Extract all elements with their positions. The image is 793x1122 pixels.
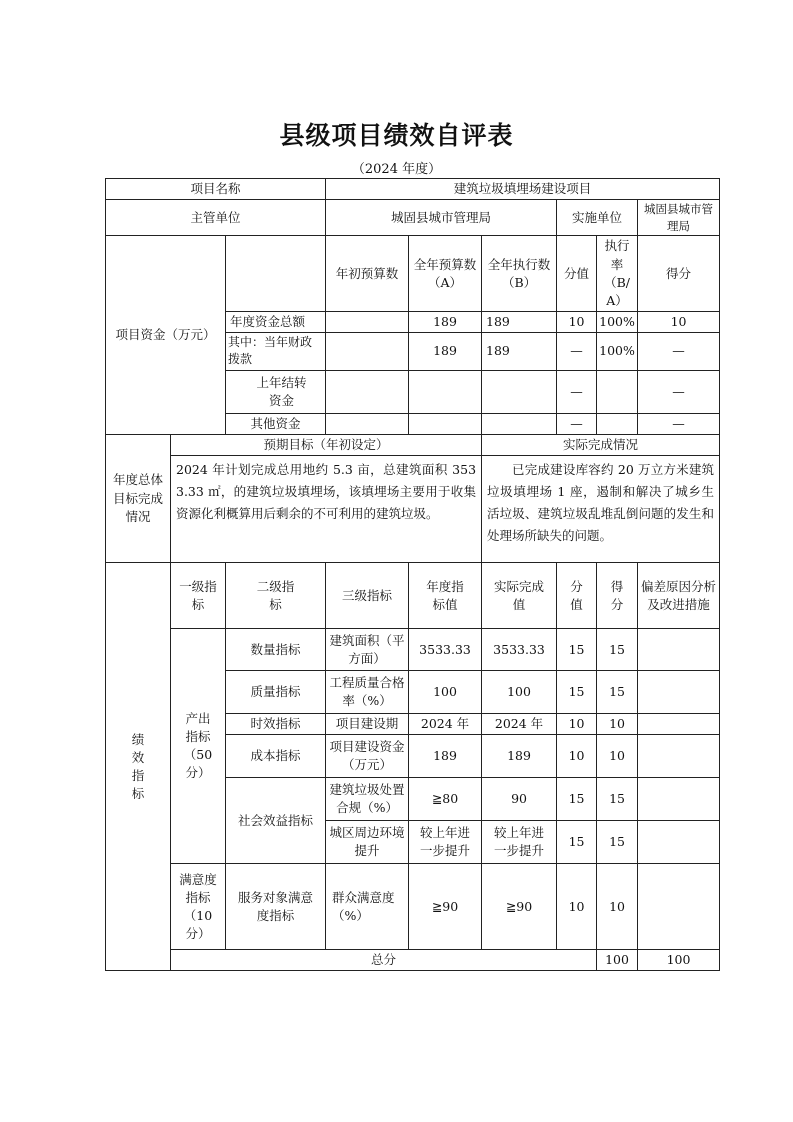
funds-row-executed: 189: [482, 333, 557, 371]
project-name-value: 建筑垃圾填埋场建设项目: [326, 179, 720, 200]
satisfaction-score: 10: [597, 864, 638, 950]
benefit-weight: 15: [557, 778, 597, 821]
output-level2: 成本指标: [226, 735, 326, 778]
funds-header-score: 得分: [638, 236, 720, 312]
indicator-header-weight: 分值: [557, 563, 597, 629]
funds-label: 项目资金（万元）: [106, 236, 226, 435]
dept-label: 主管单位: [106, 200, 326, 236]
indicators-label: 绩效指标: [106, 563, 171, 971]
funds-row-score: —: [638, 370, 720, 413]
funds-header-weight: 分值: [557, 236, 597, 312]
output-score: 15: [597, 671, 638, 714]
satisfaction-target: ≧90: [409, 864, 482, 950]
output-score: 10: [597, 714, 638, 735]
funds-row-label: 上年结转资金: [226, 370, 326, 413]
benefit-target: ≧80: [409, 778, 482, 821]
satisfaction-actual: ≧90: [482, 864, 557, 950]
output-indicator-label: 产出指标（50 分）: [171, 629, 226, 864]
project-name-label: 项目名称: [106, 179, 326, 200]
funds-row-executed: [482, 370, 557, 413]
goals-actual-text: 已完成建设库容约 20 万立方米建筑垃圾填埋场 1 座，遏制和解决了城乡生活垃圾、建筑垃圾乱堆乱倒问题的发生和处理场所缺失的问题。: [482, 456, 720, 563]
funds-row-label: 其他资金: [226, 413, 326, 434]
funds-row-weight: 10: [557, 311, 597, 332]
output-score: 10: [597, 735, 638, 778]
indicator-header-score: 得分: [597, 563, 638, 629]
funds-header-executed: 全年执行数（B）: [482, 236, 557, 312]
output-level3: 项目建设资金（万元）: [326, 735, 409, 778]
funds-row-weight: —: [557, 370, 597, 413]
benefit-deviation: [638, 821, 720, 864]
output-actual: 189: [482, 735, 557, 778]
funds-row-score: —: [638, 333, 720, 371]
total-label: 总分: [171, 950, 597, 971]
funds-row-rate: 100%: [597, 311, 638, 332]
funds-row-label: 其中：当年财政拨款: [226, 333, 326, 371]
output-level2: 数量指标: [226, 629, 326, 671]
funds-row-rate: [597, 413, 638, 434]
output-weight: 15: [557, 671, 597, 714]
output-target: 3533.33: [409, 629, 482, 671]
funds-row-rate: [597, 370, 638, 413]
satisfaction-level1: 满意度指标（10 分）: [171, 864, 226, 950]
funds-row-executed: [482, 413, 557, 434]
funds-row-executed: 189: [482, 311, 557, 332]
funds-row-initial: [326, 311, 409, 332]
benefit-level2: 社会效益指标: [226, 778, 326, 864]
output-deviation: [638, 714, 720, 735]
goals-label: 年度总体目标完成情况: [106, 435, 171, 563]
page-title: 县级项目绩效自评表: [279, 121, 514, 150]
funds-row-weight: —: [557, 413, 597, 434]
dept-value: 城固县城市管理局: [326, 200, 557, 236]
benefit-weight: 15: [557, 821, 597, 864]
output-deviation: [638, 671, 720, 714]
output-weight: 10: [557, 735, 597, 778]
benefit-actual: 较上年进一步提升: [482, 821, 557, 864]
funds-row-initial: [326, 370, 409, 413]
output-score: 15: [597, 629, 638, 671]
performance-table: [105, 178, 720, 971]
funds-header-blank: [226, 236, 326, 312]
funds-row-score: 10: [638, 311, 720, 332]
output-level3: 项目建设期: [326, 714, 409, 735]
benefit-score: 15: [597, 778, 638, 821]
indicator-header-deviation: 偏差原因分析及改进措施: [638, 563, 720, 629]
output-weight: 15: [557, 629, 597, 671]
benefit-deviation: [638, 778, 720, 821]
benefit-actual: 90: [482, 778, 557, 821]
benefit-score: 15: [597, 821, 638, 864]
funds-row-rate: 100%: [597, 333, 638, 371]
funds-header-initial: 年初预算数: [326, 236, 409, 312]
report-year: （2024 年度）: [351, 162, 442, 177]
benefit-level3: 建筑垃圾处置合规（%）: [326, 778, 409, 821]
satisfaction-weight: 10: [557, 864, 597, 950]
benefit-target: 较上年进一步提升: [409, 821, 482, 864]
funds-row-budget: [409, 370, 482, 413]
funds-row-initial: [326, 333, 409, 371]
indicator-header-level1: 一级指标: [171, 563, 226, 629]
benefit-level3: 城区周边环境提升: [326, 821, 409, 864]
output-weight: 10: [557, 714, 597, 735]
output-actual: 3533.33: [482, 629, 557, 671]
funds-row-score: —: [638, 413, 720, 434]
output-deviation: [638, 629, 720, 671]
funds-row-budget: 189: [409, 333, 482, 371]
goals-expected-text: 2024 年计划完成总用地约 5.3 亩，总建筑面积 3533.33 ㎡，的建筑垃圾填埋场，该填埋场主要用于收集资源化利概算用后剩余的不可利用的建筑垃圾。: [171, 456, 482, 563]
funds-row-label: 年度资金总额: [226, 311, 326, 332]
satisfaction-level3: 群众满意度（%）: [326, 864, 409, 950]
impl-value: 城固县城市管理局: [638, 200, 720, 236]
total-score: 100: [638, 950, 720, 971]
funds-header-budget: 全年预算数（A）: [409, 236, 482, 312]
indicator-header-target: 年度指标值: [409, 563, 482, 629]
funds-header-rate: 执行率（B/A）: [597, 236, 638, 312]
output-target: 2024 年: [409, 714, 482, 735]
output-level3: 工程质量合格率（%）: [326, 671, 409, 714]
output-actual: 2024 年: [482, 714, 557, 735]
output-level3: 建筑面积（平方面）: [326, 629, 409, 671]
funds-row-initial: [326, 413, 409, 434]
indicator-header-level3: 三级指标: [326, 563, 409, 629]
output-actual: 100: [482, 671, 557, 714]
total-weight: 100: [597, 950, 638, 971]
goals-actual-header: 实际完成情况: [482, 435, 720, 456]
funds-row-budget: [409, 413, 482, 434]
funds-row-budget: 189: [409, 311, 482, 332]
output-target: 100: [409, 671, 482, 714]
output-deviation: [638, 735, 720, 778]
output-level2: 质量指标: [226, 671, 326, 714]
funds-row-weight: —: [557, 333, 597, 371]
output-level2: 时效指标: [226, 714, 326, 735]
impl-label: 实施单位: [557, 200, 638, 236]
goals-expected-header: 预期目标（年初设定）: [171, 435, 482, 456]
indicator-header-actual: 实际完成值: [482, 563, 557, 629]
indicator-header-level2: 二级指标: [226, 563, 326, 629]
satisfaction-deviation: [638, 864, 720, 950]
output-target: 189: [409, 735, 482, 778]
satisfaction-level2: 服务对象满意度指标: [226, 864, 326, 950]
